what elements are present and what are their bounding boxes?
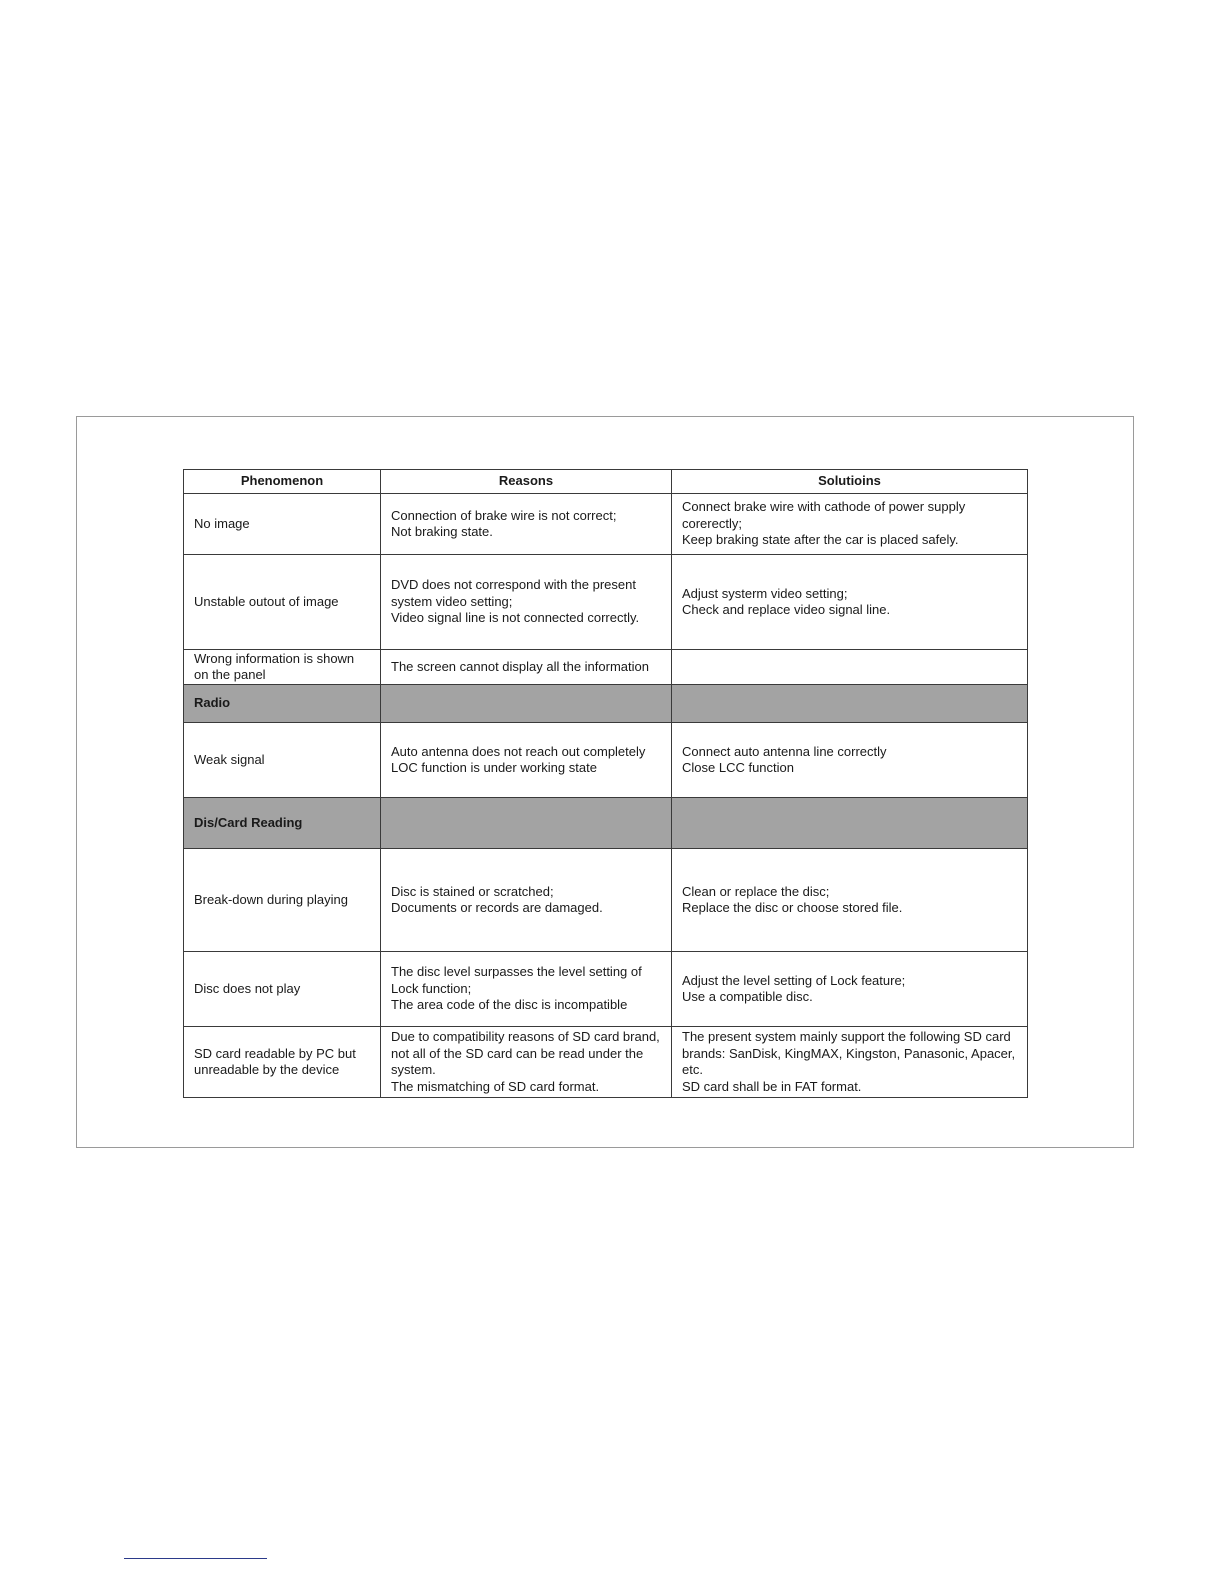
- cell-reasons: [381, 555, 672, 650]
- phenomenon-line: Disc does not play: [194, 980, 301, 996]
- header-reasons: Reasons: [381, 470, 672, 494]
- section-row: [184, 798, 1028, 849]
- solutions-line: The present system mainly support the following SD card brands: SanDisk, KingMAX, Kingston, Panasonic, Apacer, etc.: [682, 1029, 1016, 1077]
- cell-phenomenon: [184, 650, 381, 685]
- cell-solutions: [672, 555, 1028, 650]
- solutions-line: Check and replace video signal line.: [682, 602, 891, 617]
- reasons-line: Auto antenna does not reach out completely: [391, 743, 646, 759]
- table-row: [184, 952, 1028, 1027]
- table-row: [184, 494, 1028, 555]
- section-row: [184, 685, 1028, 723]
- cell-solutions: [672, 650, 1028, 685]
- cell-solutions: [672, 849, 1028, 952]
- cell-phenomenon: [184, 1027, 381, 1098]
- reasons-line: Video signal line is not connected correctly.: [391, 610, 640, 626]
- phenomenon-line: SD card readable by PC but unreadable by the device: [194, 1045, 356, 1077]
- reasons-line: Due to compatibility reasons of SD card brand, not all of the SD card can be read under the system.: [391, 1029, 660, 1077]
- cell-reasons: [381, 494, 672, 555]
- section-label: Dis/Card Reading: [184, 798, 381, 849]
- cell-phenomenon: [184, 952, 381, 1027]
- cell-reasons: [381, 849, 672, 952]
- solutions-line: Close LCC function: [682, 760, 794, 775]
- table-row: [184, 1027, 1028, 1098]
- cell-reasons: [381, 650, 672, 685]
- solutions-line: Adjust the level setting of Lock feature;: [682, 972, 906, 988]
- header-phenomenon: Phenomenon: [184, 470, 381, 494]
- solutions-line: Adjust systerm video setting;: [682, 585, 848, 601]
- reasons-line: The mismatching of SD card format.: [391, 1078, 600, 1094]
- reasons-line: The area code of the disc is incompatible: [391, 997, 628, 1013]
- reasons-line: Documents or records are damaged.: [391, 900, 603, 915]
- reasons-line: The disc level surpasses the level setting of Lock function;: [391, 964, 642, 996]
- cell-solutions: [672, 723, 1028, 798]
- cell-reasons: [381, 952, 672, 1027]
- reasons-line: LOC function is under working state: [391, 760, 597, 775]
- cell-solutions: [672, 494, 1028, 555]
- table-row: [184, 723, 1028, 798]
- reasons-line: Disc is stained or scratched;: [391, 883, 554, 899]
- phenomenon-line: Weak signal: [194, 751, 265, 767]
- section-empty-cell: [672, 798, 1028, 849]
- cell-reasons: [381, 1027, 672, 1098]
- solutions-line: Clean or replace the disc;: [682, 883, 830, 899]
- troubleshooting-table: [183, 469, 1028, 1098]
- cell-phenomenon: [184, 723, 381, 798]
- section-empty-cell: [672, 685, 1028, 723]
- solutions-line: Replace the disc or choose stored file.: [682, 900, 903, 915]
- table-row: [184, 650, 1028, 685]
- section-empty-cell: [381, 685, 672, 723]
- cell-phenomenon: [184, 494, 381, 555]
- cell-solutions: [672, 1027, 1028, 1098]
- cell-solutions: [672, 952, 1028, 1027]
- reasons-line: DVD does not correspond with the present system video setting;: [391, 577, 636, 609]
- section-empty-cell: [381, 798, 672, 849]
- reasons-line: Connection of brake wire is not correct;: [391, 507, 617, 523]
- table-row: [184, 849, 1028, 952]
- footnote-rule: [124, 1558, 267, 1559]
- section-label: Radio: [184, 685, 381, 723]
- solutions-line: Keep braking state after the car is placed safely.: [682, 532, 959, 548]
- reasons-line: The screen cannot display all the information: [391, 658, 649, 674]
- header-solutions: Solutioins: [672, 470, 1028, 494]
- solutions-line: Connect brake wire with cathode of power supply corerectly;: [682, 499, 966, 531]
- cell-phenomenon: [184, 849, 381, 952]
- solutions-line: SD card shall be in FAT format.: [682, 1078, 862, 1094]
- table-header-row: [184, 470, 1028, 494]
- phenomenon-line: Wrong information is shown on the panel: [194, 650, 355, 682]
- table-row: [184, 555, 1028, 650]
- reasons-line: Not braking state.: [391, 524, 493, 539]
- cell-phenomenon: [184, 555, 381, 650]
- phenomenon-line: No image: [194, 515, 250, 531]
- cell-reasons: [381, 723, 672, 798]
- solutions-line: Use a compatible disc.: [682, 989, 813, 1004]
- table-body: [184, 494, 1028, 1098]
- phenomenon-line: Unstable outout of image: [194, 593, 339, 609]
- solutions-line: Connect auto antenna line correctly: [682, 743, 887, 759]
- phenomenon-line: Break-down during playing: [194, 891, 348, 907]
